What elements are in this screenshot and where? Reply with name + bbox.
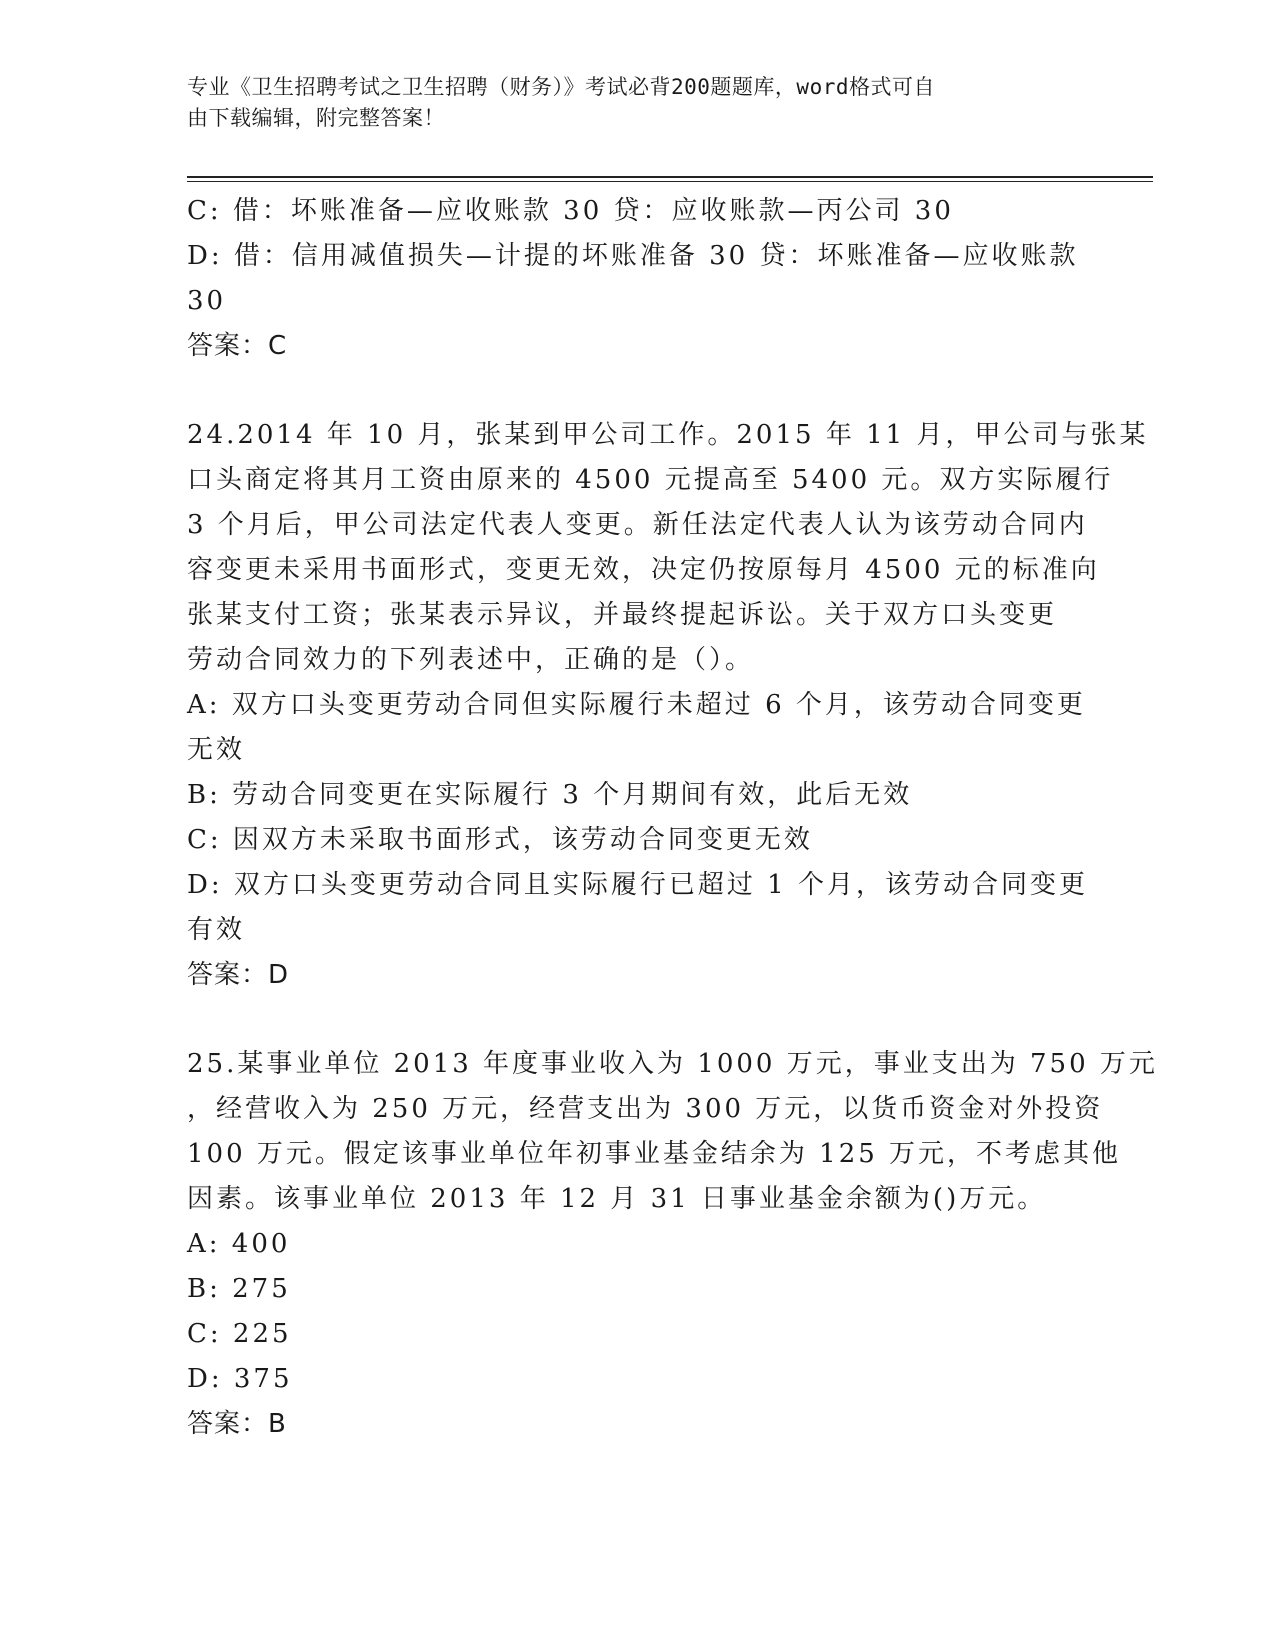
question-stem-line: 因素。该事业单位 2013 年 12 月 31 日事业基金余额为()万元。 [187, 1184, 1047, 1214]
answer: 答案：D [187, 960, 290, 990]
question-stem-line: 容变更未采用书面形式，变更无效，决定仍按原每月 4500 元的标准向 [187, 555, 1100, 585]
answer: 答案：C [187, 331, 288, 361]
page-header [187, 72, 1067, 134]
header-title-line-2: 由下载编辑，附完整答案！ [187, 106, 445, 130]
question-content [187, 189, 1158, 1447]
question-stem-line: 口头商定将其月工资由原来的 4500 元提高至 5400 元。双方实际履行 [187, 465, 1114, 495]
option-a-continued: 无效 [187, 735, 246, 765]
question-stem-line: 25.某事业单位 2013 年度事业收入为 1000 万元，事业支出为 750 万元 [187, 1049, 1158, 1079]
option-d: D: 借：信用减值损失—计提的坏账准备 30 贷：坏账准备—应收账款 [187, 241, 1079, 271]
option-a: A: 双方口头变更劳动合同但实际履行未超过 6 个月，该劳动合同变更 [187, 690, 1086, 720]
header-rule-thin [187, 181, 1153, 182]
option-c: C: 因双方未采取书面形式，该劳动合同变更无效 [187, 825, 813, 855]
header-rule [187, 176, 1153, 178]
question-24 [187, 413, 1149, 998]
spacer [187, 369, 1087, 413]
option-c: C: 借：坏账准备—应收账款 30 贷：应收账款—丙公司 30 [187, 196, 954, 226]
option-d-continued: 有效 [187, 915, 246, 945]
option-d: D: 375 [187, 1364, 293, 1394]
question-stem-line: 24.2014 年 10 月，张某到甲公司工作。2015 年 11 月，甲公司与张某 [187, 420, 1149, 450]
option-d: D: 双方口头变更劳动合同且实际履行已超过 1 个月，该劳动合同变更 [187, 870, 1088, 900]
option-a: A: 400 [187, 1229, 291, 1259]
question-23 [187, 189, 1087, 369]
question-25 [187, 1042, 1158, 1447]
question-stem-line: 劳动合同效力的下列表述中，正确的是（）。 [187, 645, 755, 675]
option-c: C: 225 [187, 1319, 292, 1349]
question-stem-line: 3 个月后，甲公司法定代表人变更。新任法定代表人认为该劳动合同内 [187, 510, 1088, 540]
option-d-continued: 30 [187, 286, 227, 316]
option-b: B: 劳动合同变更在实际履行 3 个月期间有效，此后无效 [187, 780, 913, 810]
header-title-line-1: 专业《卫生招聘考试之卫生招聘（财务）》考试必背200题题库，word格式可自 [187, 75, 935, 99]
option-b: B: 275 [187, 1274, 291, 1304]
spacer [187, 998, 1087, 1042]
question-stem-line: 100 万元。假定该事业单位年初事业基金结余为 125 万元，不考虑其他 [187, 1139, 1122, 1169]
answer: 答案：B [187, 1409, 287, 1439]
question-stem-line: 张某支付工资；张某表示异议，并最终提起诉讼。关于双方口头变更 [187, 600, 1058, 630]
question-stem-line: ，经营收入为 250 万元，经营支出为 300 万元，以货币资金对外投资 [187, 1094, 1104, 1124]
